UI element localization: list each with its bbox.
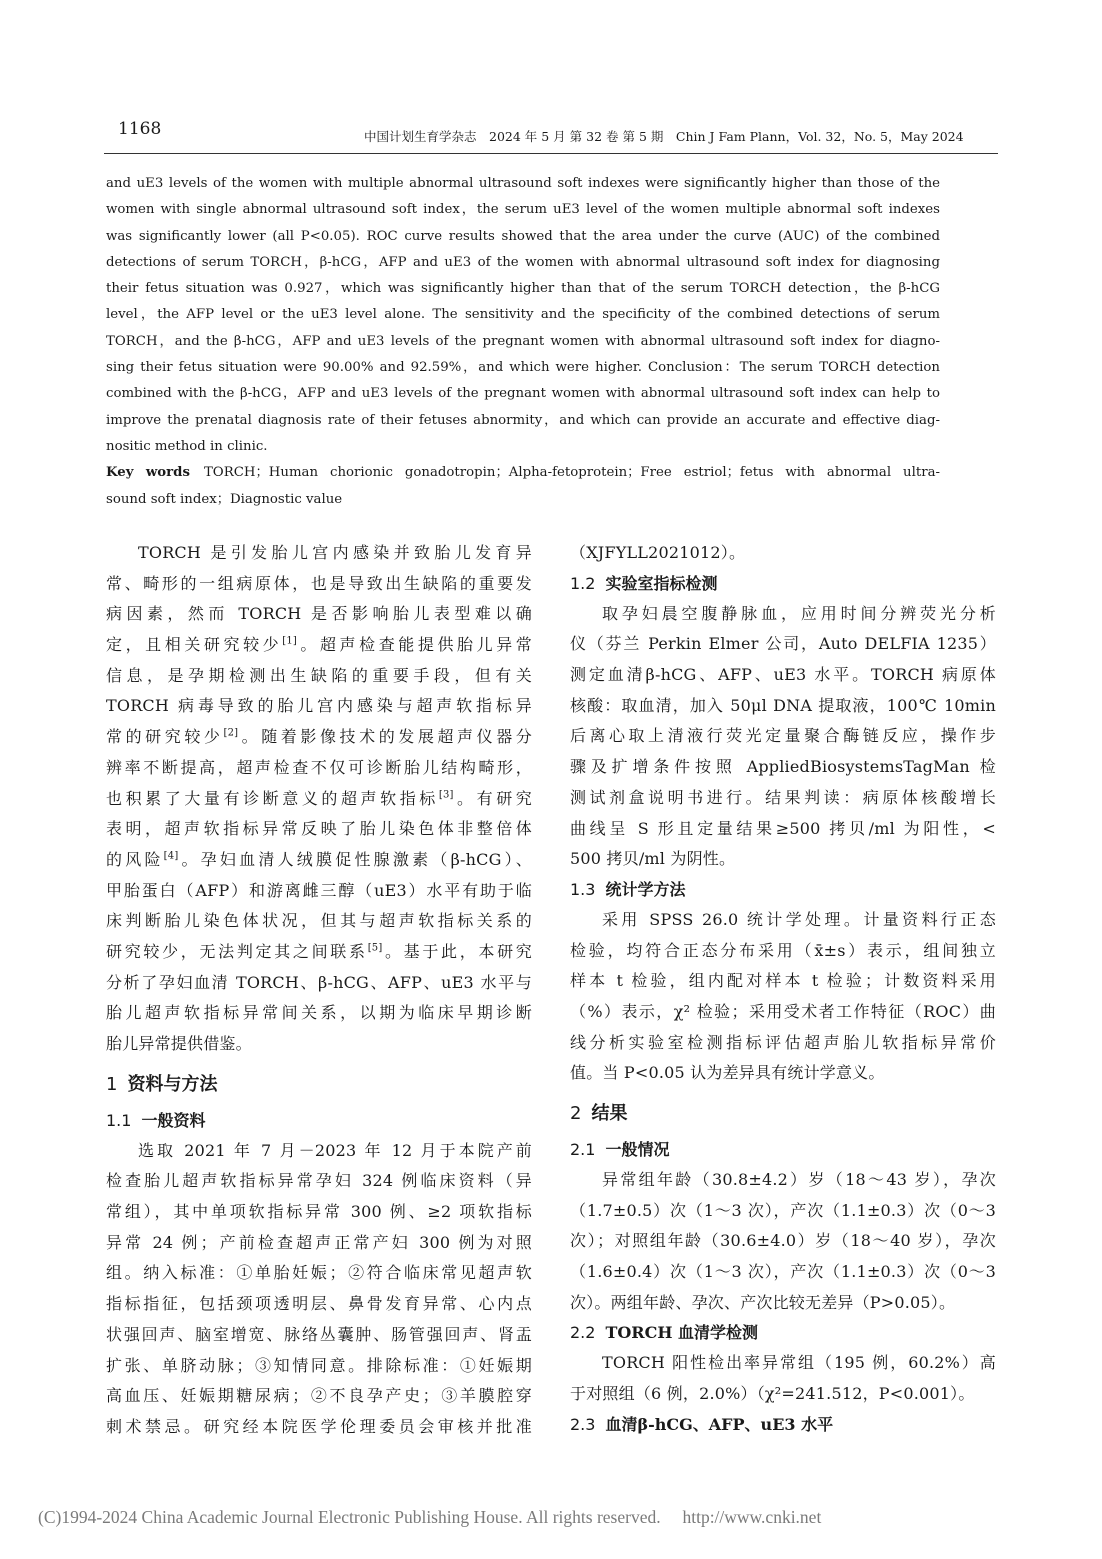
body-line: [106, 630, 532, 661]
body-line: 信息，是孕期检测出生缺陷的重要手段，但有关: [106, 665, 532, 685]
subsection-number: 2.1: [570, 1140, 596, 1159]
right-column: [570, 538, 996, 1440]
abstract: [106, 171, 940, 513]
section-heading: [106, 1070, 532, 1100]
body-line: [106, 937, 532, 968]
body-line: TORCH 是引发胎儿宫内感染并致胎儿发育异: [138, 543, 532, 562]
body-line: 骤及扩增条件按照 AppliedBiosystemsTagMan 检: [570, 757, 996, 777]
body-text: 。超声检查能提供胎儿异常: [297, 635, 532, 655]
body-line: 甲胎蛋白（AFP）和游离雌三醇（uE3）水平有助于临: [106, 880, 532, 900]
subsection-number: 1.2: [570, 573, 596, 593]
body-line: 常、畸形的一组病原体，也是导致出生缺陷的重要发: [106, 573, 532, 593]
body-text: 定，且相关研究较少: [106, 635, 283, 655]
body-line: 采用 SPSS 26.0 统计学处理。计量资料行正态: [602, 909, 996, 929]
abstract-line: women with single abnormal ultrasound soft index，the serum uE3 level of the women multiple abnormal soft indexes: [106, 202, 940, 218]
body-line: 选取 2021 年 7 月－2023 年 12 月于本院产前: [138, 1140, 532, 1160]
body-line: 测定血清β-hCG、AFP、uE3 水平。TORCH 病原体: [570, 665, 996, 685]
body-line: 检查胎儿超声软指标异常孕妇 324 例临床资料（异: [106, 1171, 532, 1191]
subsection-title: TORCH 血清学检测: [605, 1323, 759, 1343]
abstract-line: TORCH，and the β-hCG，AFP and uE3 levels of the pregnant women with abnormal ultrasound soft index for diagno-: [106, 333, 940, 349]
body-line: （%）表示，χ² 检验；采用受术者工作特征（ROC）曲: [570, 1001, 996, 1021]
body-line: 胎儿异常提供借鉴。: [106, 1034, 252, 1053]
body-line: 指标指征，包括颈项透明层、鼻骨发育异常、心内点: [106, 1294, 532, 1314]
body-line: 胎儿超声软指标异常间关系，以期为临床早期诊断: [106, 1003, 532, 1023]
body-line: 分析了孕妇血清 TORCH、β-hCG、AFP、uE3 水平与: [106, 972, 532, 992]
body-line: 异常组年龄（30.8±4.2）岁（18～43 岁），孕次: [602, 1170, 996, 1189]
body-line: TORCH 阳性检出率异常组（195 例，60.2%）高: [602, 1353, 996, 1373]
subsection-heading: [570, 569, 996, 599]
subsection-number: 1.3: [570, 879, 596, 899]
body-line: （1.6±0.4）次（1～3 次），产次（1.1±0.3）次（0～3: [570, 1262, 996, 1282]
abstract-line: their fetus situation was 0.927，which was significantly higher than that of the serum TORCH detection，the β-hCG: [106, 281, 940, 297]
body-line: 测试剂盒说明书进行。结果判读：病原体核酸增长: [570, 787, 996, 807]
body-text: 。孕妇血清人绒膜促性腺激素（β-hCG）、: [178, 849, 532, 869]
keywords-line: sound soft index；Diagnostic value: [106, 491, 343, 507]
keywords-label: Key words: [106, 465, 190, 481]
abstract-line: nositic method in clinic.: [106, 438, 268, 454]
abstract-line: detections of serum TORCH，β-hCG，AFP and uE3 of the women with abnormal ultrasound soft index for diagnosing: [106, 254, 940, 270]
citation-ref: [4]: [163, 850, 179, 862]
header-rule: [104, 153, 998, 154]
abstract-line: and uE3 levels of the women with multiple abnormal ultrasound soft indexes were significantly higher than those of the: [106, 176, 940, 191]
body-line: 仪（芬兰 Perkin Elmer 公司，Auto DELFIA 1235）: [570, 634, 996, 654]
body-line: TORCH 病毒导致的胎儿宫内感染与超声软指标异: [106, 696, 532, 716]
body-text: 。随着影像技术的发展超声仪器分: [238, 727, 532, 747]
body-line: 500 拷贝/ml 为阴性。: [570, 849, 736, 869]
body-line: 床判断胎儿染色体状况，但其与超声软指标关系的: [106, 911, 532, 931]
body-line: 高血压、妊娠期糖尿病；②不良孕产史；③羊膜腔穿: [106, 1386, 532, 1406]
abstract-line: level，the AFP level or the uE3 level alone. The sensitivity and the specificity of the combined detections of serum: [106, 307, 940, 323]
abstract-line: combined with the β-hCG，AFP and uE3 levels of the pregnant women with abnormal ultrasound soft index can help to: [106, 386, 940, 402]
body-line: 值。当 P<0.05 认为差异具有统计学意义。: [570, 1063, 885, 1083]
subsection-title: 一般资料: [141, 1110, 206, 1130]
body-line: 后离心取上清液行荧光定量聚合酶链反应，操作步: [570, 726, 996, 746]
body-line: 刺术禁忌。研究经本院医学伦理委员会审核并批准: [106, 1416, 532, 1436]
citation-ref: [1]: [282, 635, 298, 647]
body-line: 检验，均符合正态分布采用（x̄±s）表示，组间独立: [570, 940, 996, 960]
body-line: [106, 845, 532, 876]
subsection-number: 1.1: [106, 1110, 132, 1130]
body-text: 。基于此，本研究: [382, 941, 532, 961]
subsection-title: 一般情况: [605, 1140, 670, 1159]
citation-ref: [3]: [438, 789, 454, 801]
body-line: 次）。两组年龄、孕次、产次比较无差异（P>0.05）。: [570, 1292, 956, 1312]
subsection-number: 2.3: [570, 1414, 596, 1434]
section-title: 结果: [591, 1103, 628, 1124]
body-line: 次）；对照组年龄（30.6±4.0）岁（18～40 岁），孕次: [570, 1231, 996, 1251]
abstract-line: was significantly lower (all P<0.05). ROC curve results showed that the area under the curve (AUC) of the combined: [106, 228, 940, 244]
citation-ref: [2]: [223, 727, 239, 739]
body-line: 辨率不断提高，超声检查不仅可诊断胎儿结构畸形，: [106, 757, 532, 777]
subsection-heading: [106, 1106, 532, 1136]
body-line: 异常 24 例；产前检查超声正常产妇 300 例为对照: [106, 1232, 532, 1252]
subsection-title: 实验室指标检测: [605, 573, 718, 593]
subsection-number: 2.2: [570, 1323, 596, 1343]
body-line: 于对照组（6 例，2.0%）（χ²=241.512，P<0.001）。: [570, 1384, 975, 1404]
keywords-text: TORCH；Human chorionic gonadotropin；Alpha-fetoprotein；Free estriol；fetus with abnormal ultra-: [203, 465, 940, 481]
subsection-title: 血清β-hCG、AFP、uE3 水平: [605, 1414, 834, 1434]
keywords-line: [106, 460, 940, 486]
body-text: 的风险: [106, 849, 164, 869]
subsection-heading: [570, 875, 996, 905]
subsection-heading: [570, 1135, 996, 1165]
body-line: 状强回声、脑室增宽、脉络丛囊肿、肠管强回声、肾盂: [106, 1324, 532, 1344]
body-line: 扩张、单脐动脉；③知情同意。排除标准：①妊娠期: [106, 1355, 532, 1375]
copyright-footer: (C)1994-2024 China Academic Journal Electronic Publishing House. All rights reserved. http://www.cnki.net: [38, 1507, 822, 1527]
body-line: 组。纳入标准：①单胎妊娠；②符合临床常见超声软: [106, 1263, 532, 1283]
body-text: 研究较少，无法判定其之间联系: [106, 941, 368, 961]
body-line: 核酸：取血清，加入 50μl DNA 提取液，100℃ 10min: [570, 695, 996, 715]
abstract-line: improve the prenatal diagnosis rate of their fetuses abnormity，and which can provide an accurate and effective diag-: [106, 412, 940, 428]
body-line: 曲线呈 S 形且定量结果≥500 拷贝/ml 为阳性，<: [570, 818, 996, 838]
body-line: [106, 784, 532, 815]
body-line: 常组），其中单项软指标异常 300 例、≥2 项软指标: [106, 1202, 532, 1222]
body-line: 病因素，然而 TORCH 是否影响胎儿表型难以确: [106, 604, 532, 624]
body-text: 。有研究: [453, 788, 532, 808]
left-column: [106, 538, 532, 1443]
abstract-line: sing their fetus situation were 90.00% and 92.59%，and which were higher. Conclusion：The serum TORCH detection: [106, 360, 940, 376]
page-number: 1168: [118, 119, 162, 139]
running-header: 中国计划生育学杂志 2024 年 5 月 第 32 卷 第 5 期 Chin J Fam Plann，Vol. 32，No. 5，May 2024: [364, 129, 964, 144]
section-number: 2: [570, 1103, 582, 1124]
body-text: 也积累了大量有诊断意义的超声软指标: [106, 788, 439, 808]
body-line: 表明，超声软指标异常反映了胎儿染色体非整倍体: [106, 819, 532, 839]
subsection-heading: [570, 1318, 996, 1348]
section-number: 1: [106, 1073, 118, 1095]
body-line: （1.7±0.5）次（1～3 次），产次（1.1±0.3）次（0～3: [570, 1200, 996, 1220]
subsection-heading: [570, 1410, 996, 1440]
body-line: （XJFYLL2021012）。: [570, 543, 746, 562]
body-line: 取孕妇晨空腹静脉血，应用时间分辨荧光分析: [602, 603, 996, 623]
section-heading: [570, 1099, 996, 1129]
body-line: 样本 t 检验，组内配对样本 t 检验；计数资料采用: [570, 971, 996, 991]
section-title: 资料与方法: [127, 1073, 218, 1095]
body-line: 线分析实验室检测指标评估超声胎儿软指标异常价: [570, 1032, 996, 1052]
subsection-title: 统计学方法: [605, 879, 686, 899]
body-line: [106, 722, 532, 753]
body-text: 常的研究较少: [106, 727, 224, 747]
citation-ref: [5]: [367, 942, 383, 954]
